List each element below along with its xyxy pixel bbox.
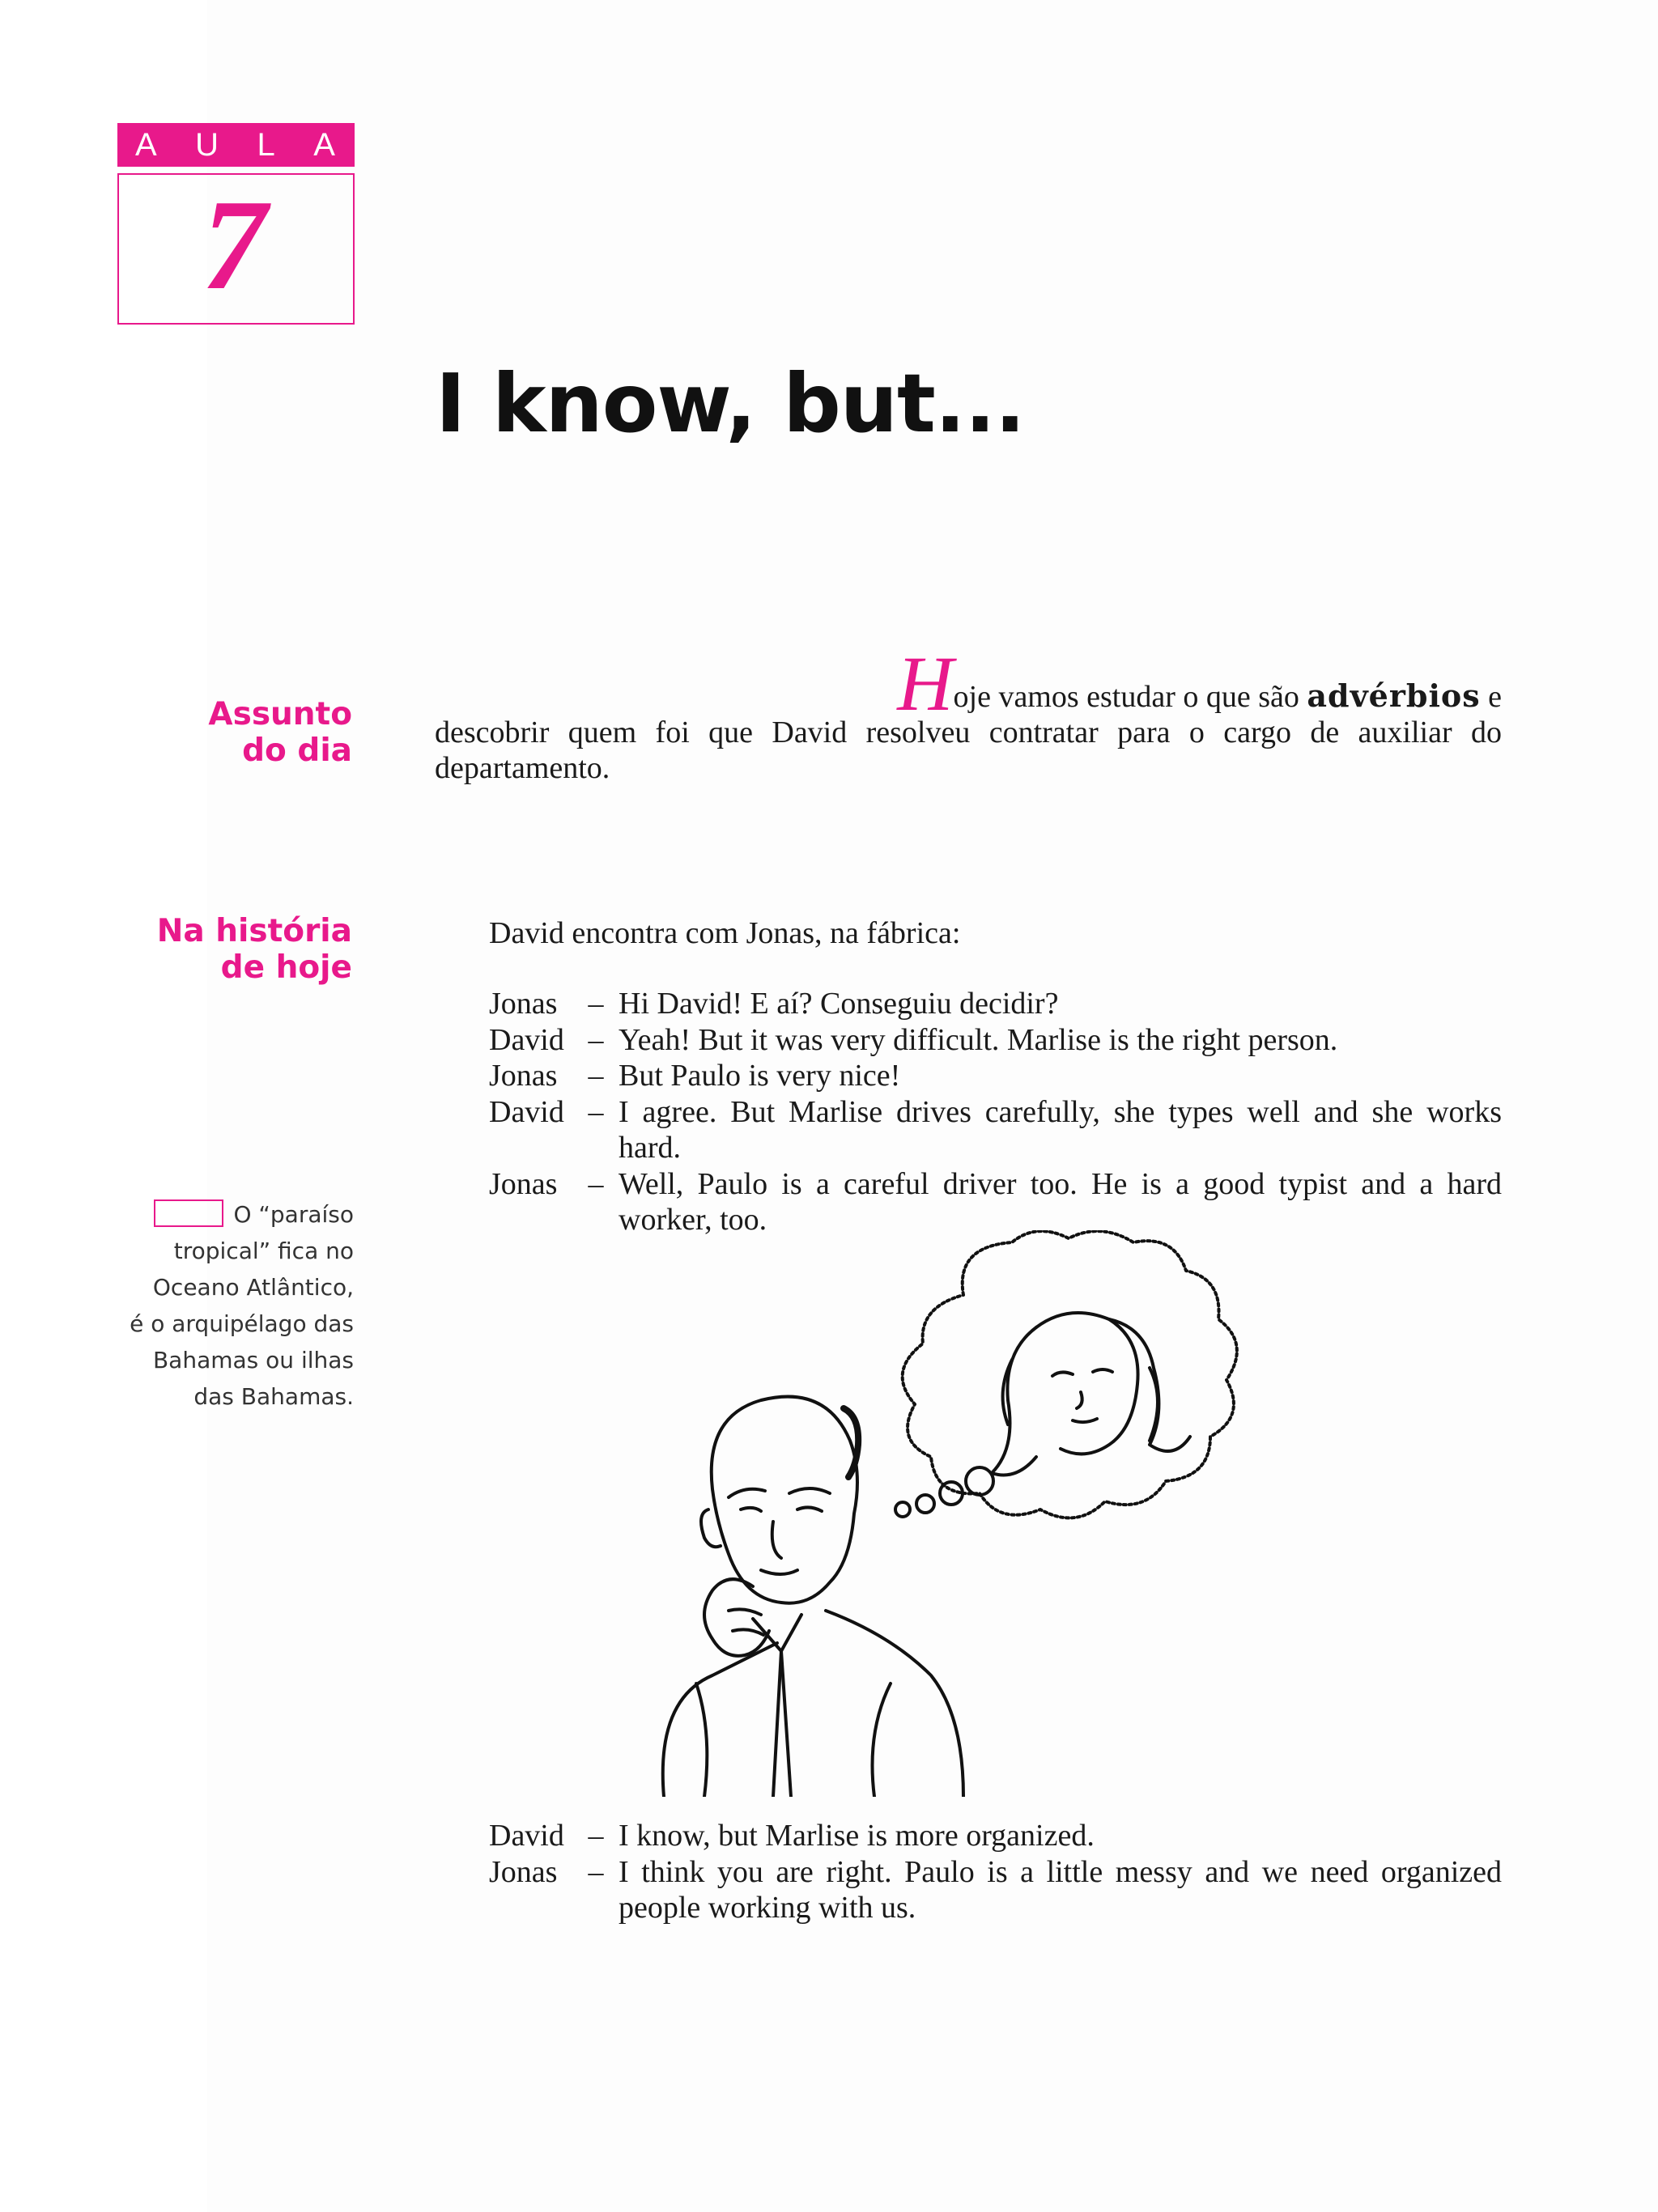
speech: But Paulo is very nice! [619, 1059, 901, 1093]
badge-letter: A [135, 126, 159, 163]
dialogue-block [489, 986, 1502, 1238]
intro-continuation: descobrir quem foi que David resolveu contratar para o cargo de auxiliar do departamento. [435, 715, 1502, 785]
story-heading [89, 913, 352, 986]
story-intro: David encontra com Jonas, na fábrica: [489, 916, 961, 950]
speech: Hi David! E aí? Conseguiu decidir? [619, 987, 1059, 1021]
dash: – [588, 1819, 604, 1853]
sidenote-line: é o arquipélago das [130, 1310, 354, 1337]
sidenote-line: O “paraíso [233, 1201, 354, 1228]
dash: – [588, 1059, 604, 1093]
speaker: Jonas [489, 1854, 558, 1889]
sidenote-line: Oceano Atlântico, [152, 1274, 354, 1301]
dialogue-line [489, 986, 1502, 1022]
story-heading-line: Na história [156, 913, 352, 949]
dialogue-line [489, 1022, 1502, 1059]
speaker: David [489, 1022, 564, 1057]
speech: Well, Paulo is a careful driver too. He is a good typist and a hard worker, too. [619, 1166, 1502, 1237]
speaker: David [489, 1819, 564, 1853]
badge-letter: U [195, 126, 221, 163]
speaker: Jonas [489, 1059, 558, 1093]
speaker: Jonas [489, 987, 558, 1021]
dash: – [588, 987, 604, 1021]
sidenote-line: Bahamas ou ilhas [152, 1347, 354, 1373]
speech: I think you are right. Paulo is a little messy and we need organized people working with us. [619, 1854, 1502, 1925]
sidenote-line: tropical” fica no [173, 1238, 354, 1264]
story-heading-line: de hoje [220, 949, 352, 986]
speaker: David [489, 1094, 564, 1129]
drop-cap: H [897, 640, 954, 727]
dialogue-line [489, 1818, 1502, 1854]
subject-heading-line: Assunto [208, 696, 352, 732]
speech: Yeah! But it was very difficult. Marlise is the right person. [619, 1022, 1338, 1057]
dash: – [588, 1094, 604, 1129]
sidenote [81, 1196, 354, 1415]
lesson-number: 7 [202, 172, 267, 316]
page-title: I know, but... [436, 356, 1025, 451]
sidenote-marker [154, 1199, 223, 1227]
speech: I agree. But Marlise drives carefully, she types well and she works hard. [619, 1094, 1502, 1165]
bald-man-thinking-of-woman-illustration [631, 1230, 1344, 1797]
subject-heading [89, 696, 352, 769]
intro-paragraph [435, 640, 1502, 786]
dash: – [588, 1022, 604, 1057]
dash: – [588, 1854, 604, 1889]
sidenote-line: das Bahamas. [193, 1383, 354, 1410]
intro-bold-term: advérbios [1307, 677, 1481, 714]
dialogue-line [489, 1854, 1502, 1926]
speaker: Jonas [489, 1166, 558, 1201]
dialogue-line [489, 1058, 1502, 1094]
badge-letter: A [313, 126, 337, 163]
speech: I know, but Marlise is more organized. [619, 1819, 1095, 1853]
badge-letter: L [257, 126, 277, 163]
dash: – [588, 1166, 604, 1201]
dialogue-block [489, 1818, 1502, 1926]
lesson-badge-label [117, 123, 355, 167]
dialogue-line [489, 1094, 1502, 1166]
intro-text: oje vamos estudar o que são [953, 680, 1307, 714]
intro-text: e [1480, 680, 1502, 714]
dialogue-line [489, 1166, 1502, 1238]
intro-first-line [435, 640, 1502, 727]
subject-heading-line: do dia [242, 732, 352, 769]
